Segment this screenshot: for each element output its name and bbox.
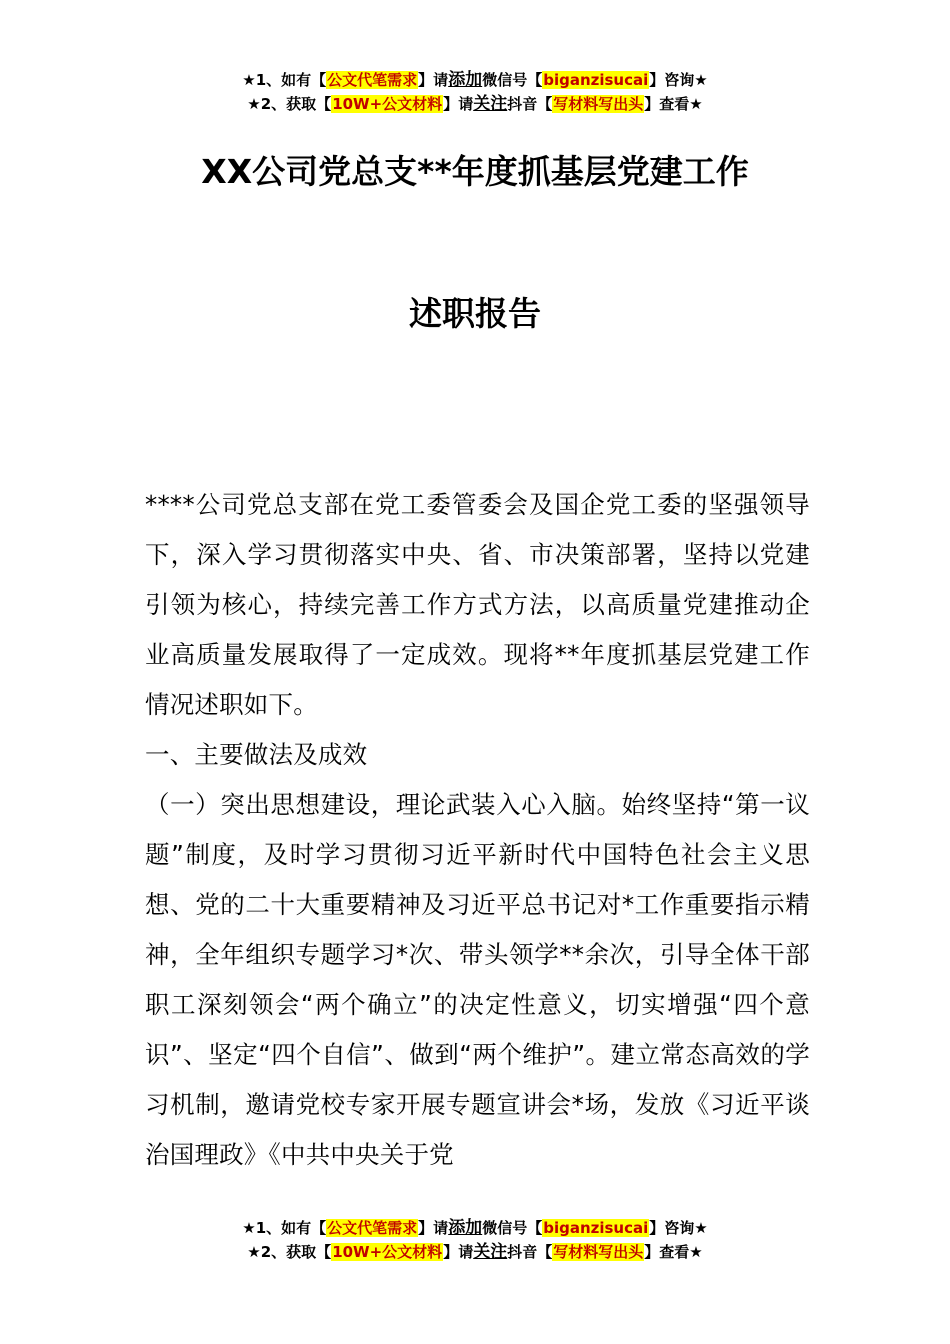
- bottom-notice-banner: [0, 1216, 950, 1264]
- notice-text: 】请: [443, 1243, 474, 1261]
- notice-line-1: [0, 1216, 950, 1240]
- document-subtitle: 述职报告: [409, 294, 541, 333]
- body-paragraph: （一）突出思想建设，理论武装入心入脑。始终坚持“第一议题”制度，及时学习贯彻习近平新时代中国特色社会主义思想、党的二十大重要精神及习近平总书记对*工作重要指示精神，全年组织专题学习*次、带头领学**余次，引导全体干部职工深刻领会“两个确立”的决定性意义，切实增强“四个意识”、坚定“四个自信”、做到“两个维护”。建立常态高效的学习机制，邀请党校专家开展专题宣讲会*场，发放《习近平谈治国理政》《中共中央关于党: [145, 790, 810, 1169]
- notice-text: 】咨询★: [649, 1219, 708, 1237]
- underlined-text: 添加: [448, 1218, 483, 1238]
- notice-text: 微信号【: [482, 71, 543, 89]
- highlight-wechat-id: biganzisucai: [543, 1219, 649, 1237]
- underlined-text: 添加: [448, 70, 483, 90]
- highlight-douyin: 写材料写出头: [553, 1243, 644, 1261]
- document-title: XX公司党总支**年度抓基层党建工作: [201, 152, 749, 191]
- document-body: [145, 480, 810, 1180]
- notice-text: 】查看★: [644, 95, 703, 113]
- notice-text: 微信号【: [482, 1219, 543, 1237]
- notice-text: 抖音【: [507, 1243, 553, 1261]
- notice-text: 】请: [418, 71, 449, 89]
- highlight-douyin: 写材料写出头: [553, 95, 644, 113]
- notice-text: 】查看★: [644, 1243, 703, 1261]
- underlined-text: 关注: [473, 1242, 508, 1262]
- notice-text: ★1、如有【: [242, 71, 327, 89]
- notice-text: ★1、如有【: [242, 1219, 327, 1237]
- notice-line-2: [0, 92, 950, 116]
- highlight-materials: 10W+公文材料: [332, 1243, 443, 1261]
- notice-text: 】请: [418, 1219, 449, 1237]
- section-heading: 一、主要做法及成效: [145, 740, 368, 769]
- highlight-service: 公文代笔需求: [327, 71, 418, 89]
- highlight-materials: 10W+公文材料: [332, 95, 443, 113]
- notice-text: 】咨询★: [649, 71, 708, 89]
- notice-line-1: [0, 68, 950, 92]
- notice-text: 】请: [443, 95, 474, 113]
- highlight-service: 公文代笔需求: [327, 1219, 418, 1237]
- underlined-text: 关注: [473, 94, 508, 114]
- highlight-wechat-id: biganzisucai: [543, 71, 649, 89]
- notice-text: ★2、获取【: [247, 95, 332, 113]
- notice-line-2: [0, 1240, 950, 1264]
- intro-paragraph: ****公司党总支部在党工委管委会及国企党工委的坚强领导下，深入学习贯彻落实中央、省、市决策部署，坚持以党建引领为核心，持续完善工作方式方法，以高质量党建推动企业高质量发展取得了一定成效。现将**年度抓基层党建工作情况述职如下。: [145, 490, 810, 719]
- notice-text: ★2、获取【: [247, 1243, 332, 1261]
- top-notice-banner: [0, 68, 950, 116]
- notice-text: 抖音【: [507, 95, 553, 113]
